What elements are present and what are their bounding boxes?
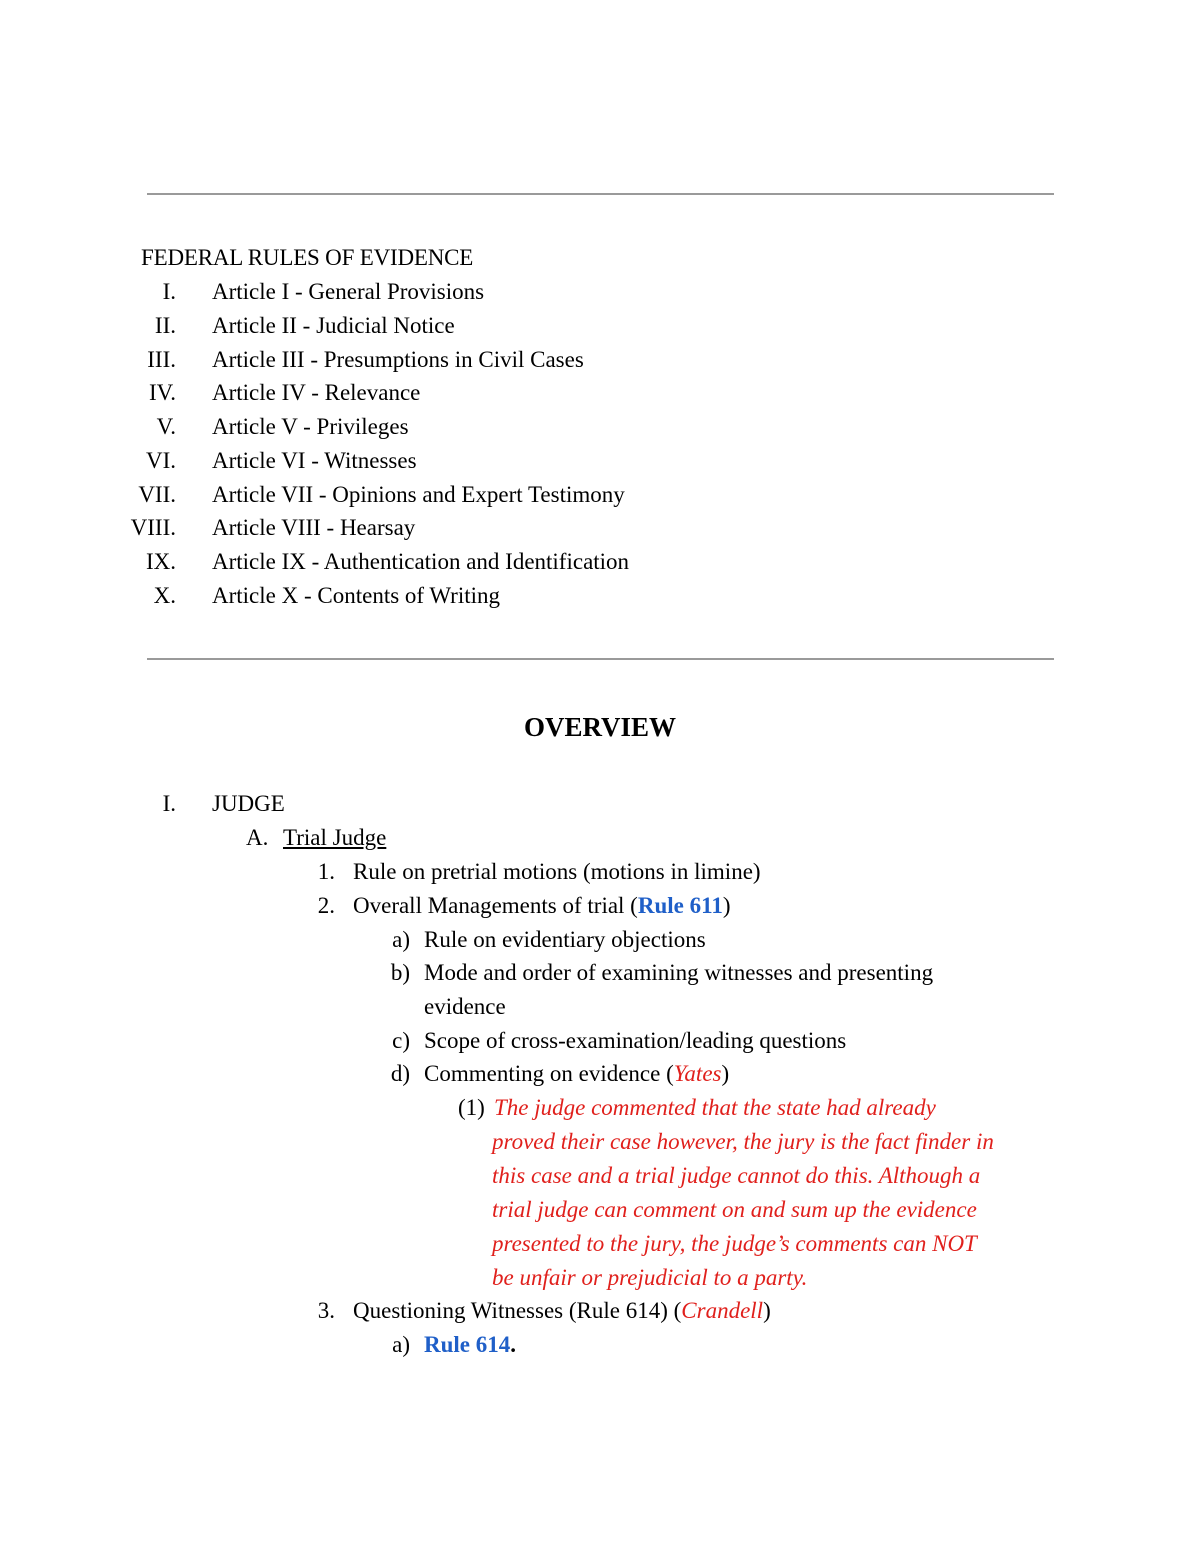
subsection-number: A. [246, 825, 269, 850]
sub-item-text [424, 1330, 516, 1360]
item-number: 1. [317, 859, 335, 884]
note-line: trial judge can comment on and sum up the evidence [492, 1197, 977, 1222]
case-name: Crandell [681, 1298, 764, 1323]
note-line: be unfair or prejudicial to a party. [492, 1265, 808, 1290]
toc-item-text: Article I - General Provisions [212, 279, 485, 304]
item-number: 3. [317, 1298, 335, 1323]
section-title: JUDGE [212, 791, 285, 816]
bottom-divider [147, 658, 1054, 660]
toc-item-text: Article IX - Authentication and Identification [212, 549, 630, 574]
sub-item-letter: c) [392, 1028, 410, 1053]
sub-item-text-suffix: . [510, 1332, 516, 1357]
top-divider [147, 193, 1054, 195]
item-text [353, 891, 731, 921]
item-text-prefix: Questioning Witnesses (Rule 614) ( [353, 1298, 682, 1323]
note-line: The judge commented that the state had already [494, 1095, 936, 1120]
subsection-title: Trial Judge [283, 825, 387, 850]
sub-item-text: Scope of cross-examination/leading questions [424, 1028, 847, 1053]
toc-item-text: Article VIII - Hearsay [212, 515, 416, 540]
toc-item-text: Article VII - Opinions and Expert Testimony [212, 482, 625, 507]
note-line: this case and a trial judge cannot do this. Although a [492, 1163, 981, 1188]
toc-item-number: I. [162, 279, 176, 304]
item-text-suffix: ) [722, 893, 731, 918]
rule-link[interactable]: Rule 614 [424, 1332, 511, 1357]
toc-item-number: VII. [138, 482, 176, 507]
section-number: I. [162, 791, 176, 816]
sub-item-text: evidence [424, 994, 506, 1019]
sub-item-text: Mode and order of examining witnesses and presenting [424, 960, 934, 985]
rule-link[interactable]: Rule 611 [637, 893, 723, 918]
overview-heading: OVERVIEW [523, 712, 677, 742]
sub-item-text-prefix: Commenting on evidence ( [424, 1061, 674, 1086]
note-number: (1) [458, 1095, 485, 1120]
sub-item-letter: d) [390, 1061, 410, 1086]
item-text: Rule on pretrial motions (motions in limine) [353, 859, 761, 884]
toc-item-text: Article III - Presumptions in Civil Cases [212, 347, 584, 372]
item-text-suffix: ) [763, 1298, 771, 1323]
toc-item-number: IV. [148, 380, 176, 405]
sub-item-text-suffix: ) [721, 1061, 730, 1086]
note-line: proved their case however, the jury is the fact finder in [492, 1129, 994, 1154]
item-text [353, 1296, 771, 1326]
toc-item-number: VIII. [130, 515, 176, 540]
toc-item-text: Article IV - Relevance [212, 380, 421, 405]
sub-item-letter: a) [392, 1332, 410, 1357]
toc-item-text: Article II - Judicial Notice [212, 313, 455, 338]
toc-item-text: Article X - Contents of Writing [212, 583, 501, 608]
note-line: presented to the jury, the judge’s comments can NOT [492, 1231, 977, 1256]
toc-item-number: II. [154, 313, 176, 338]
toc-item-text: Article V - Privileges [212, 414, 409, 439]
toc-item-number: V. [156, 414, 176, 439]
case-name: Yates [673, 1061, 722, 1086]
toc-item-number: X. [153, 583, 176, 608]
item-text-prefix: Overall Managements of trial ( [353, 893, 638, 918]
toc-item-number: IX. [145, 549, 176, 574]
sub-item-letter: a) [392, 927, 410, 952]
toc-title: FEDERAL RULES OF EVIDENCE [141, 245, 474, 270]
toc-item-text: Article VI - Witnesses [212, 448, 417, 473]
item-number: 2. [317, 893, 335, 918]
sub-item-text: Rule on evidentiary objections [424, 927, 706, 952]
toc-item-number: VI. [145, 448, 176, 473]
sub-item-text [424, 1059, 729, 1089]
toc-item-number: III. [147, 347, 176, 372]
sub-item-letter: b) [390, 960, 410, 985]
